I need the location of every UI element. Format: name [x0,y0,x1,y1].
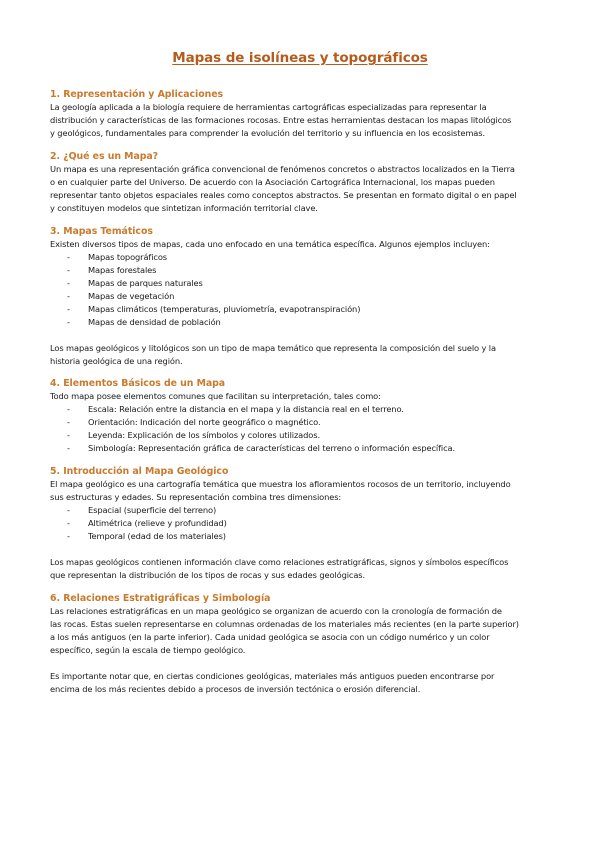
page-title: Mapas de isolíneas y topográficos [172,50,428,66]
paragraph-line: Es importante notar que, en ciertas condiciones geológicas, materiales más antiguos pueden encontrarse por [50,671,495,681]
paragraph-line: Un mapa es una representación gráfica convencional de fenómenos concretos o abstractos localizados en la Tierra [50,164,515,174]
section-heading: 3. Mapas Temáticos [50,226,153,237]
paragraph-line: distribución y características de las formaciones rocosas. Entre estas herramientas destacan los mapas litológicos [50,115,512,125]
paragraph-line: y constituyen modelos que sintetizan información territorial clave. [50,203,318,213]
paragraph-line: El mapa geológico es una cartografía temática que muestra los afloramientos rocosos de un territorio, incluyendo [50,479,511,489]
list-item: - Orientación: Indicación del norte geográfico o magnético. [50,416,552,429]
paragraph-line: las rocas. Estas suelen representarse en columnas ordenadas de los materiales más recientes (en la parte superior) [50,619,519,629]
section-mapas-tematicos [50,225,552,368]
paragraph-line: Los mapas geológicos contienen información clave como relaciones estratigráficas, signos y símbolos específicos [50,557,509,567]
section-que-es-mapa [50,150,552,215]
section-representacion [50,88,552,140]
section-heading: 1. Representación y Aplicaciones [50,89,224,100]
paragraph-line: historia geológica de una región. [50,356,183,366]
list-item: - Altimétrica (relieve y profundidad) [50,517,552,530]
list-item: - Mapas forestales [50,264,552,277]
list-item: - Escala: Relación entre la distancia en el mapa y la distancia real en el terreno. [50,403,552,416]
paragraph-line: específico, según la escala de tiempo geológico. [50,645,246,655]
list-item: - Espacial (superficie del terreno) [50,504,552,517]
section-heading: 4. Elementos Básicos de un Mapa [50,378,226,389]
list-item: - Leyenda: Explicación de los símbolos y colores utilizados. [50,429,552,442]
paragraph-line: La geología aplicada a la biología requiere de herramientas cartográficas especializadas para representar la [50,102,487,112]
section-mapa-geologico [50,465,552,582]
paragraph-line: que representan la distribución de los tipos de rocas y sus edades geológicas. [50,570,366,580]
bullet-list [50,251,552,329]
bullet-list [50,403,552,455]
paragraph-line: Existen diversos tipos de mapas, cada uno enfocado en una temática específica. Algunos ejemplos incluyen: [50,239,490,249]
section-heading: 2. ¿Qué es un Mapa? [50,151,159,162]
paragraph-line: encima de los más recientes debido a procesos de inversión tectónica o erosión diferencial. [50,684,421,694]
paragraph-line: Los mapas geológicos y litológicos son un tipo de mapa temático que representa la composición del suelo y la [50,343,496,353]
section-heading: 6. Relaciones Estratigráficas y Simbología [50,593,271,604]
list-item: - Mapas de vegetación [50,290,552,303]
paragraph-line: a los más antiguos (en la parte inferior). Cada unidad geológica se asocia con un código numérico y un color [50,632,490,642]
list-item: - Mapas topográficos [50,251,552,264]
bullet-list [50,504,552,543]
list-item: - Mapas climáticos (temperaturas, pluviometría, evapotranspiración) [50,303,552,316]
document-body [50,88,552,696]
list-item: - Temporal (edad de los materiales) [50,530,552,543]
section-heading: 5. Introducción al Mapa Geológico [50,466,229,477]
section-relaciones-estratigraficas [50,592,552,696]
list-item: - Mapas de parques naturales [50,277,552,290]
list-item: - Mapas de densidad de población [50,316,552,329]
paragraph-line: Las relaciones estratigráficas en un mapa geológico se organizan de acuerdo con la cronología de formación de [50,606,502,616]
paragraph-line: sus estructuras y edades. Su representación combina tres dimensiones: [50,492,342,502]
list-item: - Simbología: Representación gráfica de características del terreno o información específica. [50,442,552,455]
section-elementos-basicos [50,377,552,455]
paragraph-line: o en cualquier parte del Universo. De acuerdo con la Asociación Cartográfica Internacional, los mapas pueden [50,177,495,187]
paragraph-line: y geológicos, fundamentales para comprender la evolución del territorio y su influencia en los ecosistemas. [50,128,485,138]
paragraph-line: representar tanto objetos espaciales reales como conceptos abstractos. Se presentan en formato digital o en papel [50,190,517,200]
paragraph-line: Todo mapa posee elementos comunes que facilitan su interpretación, tales como: [50,391,381,401]
